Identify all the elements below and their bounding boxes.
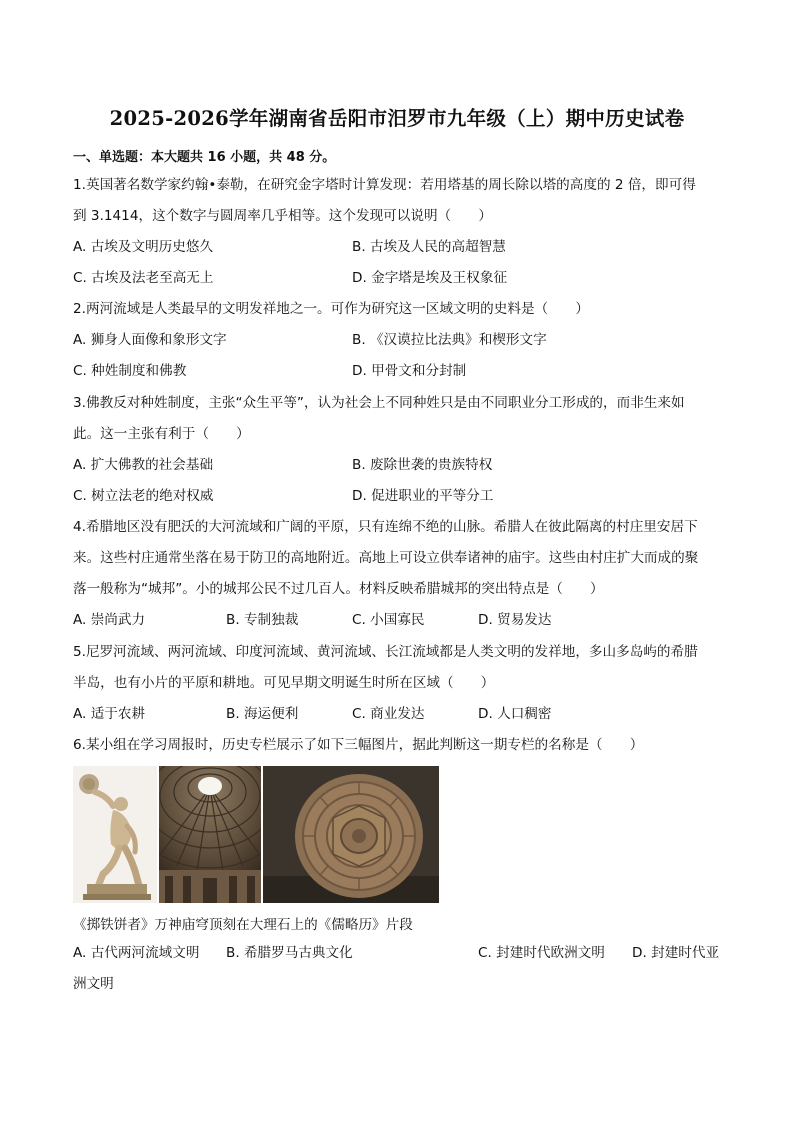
q3-stem-line1: 3.佛教反对种姓制度，主张“众生平等”，认为社会上不同种姓只是由不同职业分工形成的，而非生来如 xyxy=(73,395,685,411)
q6-option-c: C. 封建时代欧洲文明 xyxy=(478,945,605,961)
pantheon-dome-photo xyxy=(159,766,261,903)
discobolus-statue-photo xyxy=(73,766,157,903)
q3-stem-line2: 此。这一主张有利于（ ） xyxy=(73,426,250,442)
q6-option-a: A. 古代两河流域文明 xyxy=(73,945,200,961)
q5-option-d: D. 人口稠密 xyxy=(478,706,552,722)
q6-option-b: B. 希腊罗马古典文化 xyxy=(226,945,353,961)
q3-option-c: C. 树立法老的绝对权威 xyxy=(73,488,214,504)
q2-option-b: B. 《汉谟拉比法典》和楔形文字 xyxy=(352,332,547,348)
page-title: 2025-2026学年湖南省岳阳市汨罗市九年级（上）期中历史试卷 xyxy=(109,107,685,130)
q2-stem-line1: 2.两河流域是人类最早的文明发祥地之一。可作为研究这一区域文明的史料是（ ） xyxy=(73,301,589,317)
q5-stem-line2: 半岛，也有小片的平原和耕地。可见早期文明诞生时所在区域（ ） xyxy=(73,675,495,691)
q1-stem-line2: 到 3.1414，这个数字与圆周率几乎相等。这个发现可以说明（ ） xyxy=(73,208,492,224)
q4-option-a: A. 崇尚武力 xyxy=(73,612,146,628)
q5-option-b: B. 海运便利 xyxy=(226,706,299,722)
q4-stem-line3: 落一般称为“城邦”。小的城邦公民不过几百人。材料反映希腊城邦的突出特点是（ ） xyxy=(73,581,604,597)
q4-option-b: B. 专制独裁 xyxy=(226,612,299,628)
q3-option-a: A. 扩大佛教的社会基础 xyxy=(73,457,214,473)
q5-option-c: C. 商业发达 xyxy=(352,706,425,722)
stone-calendar-photo xyxy=(263,766,439,903)
q6-figure-caption: 《掷铁饼者》万神庙穹顶刻在大理石上的《儒略历》片段 xyxy=(73,917,413,933)
q2-option-a: A. 狮身人面像和象形文字 xyxy=(73,332,227,348)
q1-option-b: B. 古埃及人民的高超智慧 xyxy=(352,239,506,255)
q2-option-d: D. 甲骨文和分封制 xyxy=(352,363,467,379)
q4-stem-line1: 4.希腊地区没有肥沃的大河流域和广阔的平原，只有连绵不绝的山脉。希腊人在彼此隔离的村庄里安居下 xyxy=(73,519,698,535)
q1-option-c: C. 古埃及法老至高无上 xyxy=(73,270,214,286)
section-heading: 一、单选题：本大题共 16 小题，共 48 分。 xyxy=(73,150,336,165)
q1-option-a: A. 古埃及文明历史悠久 xyxy=(73,239,214,255)
q3-option-d: D. 促进职业的平等分工 xyxy=(352,488,494,504)
q6-option-d: D. 封建时代亚 xyxy=(632,945,720,961)
q5-option-a: A. 适于农耕 xyxy=(73,706,146,722)
q6-stem-line1: 6.某小组在学习周报时，历史专栏展示了如下三幅图片，据此判断这一期专栏的名称是（ ） xyxy=(73,737,644,753)
q5-stem-line1: 5.尼罗河流域、两河流域、印度河流域、黄河流域、长江流域都是人类文明的发祥地，多山多岛屿的希腊 xyxy=(73,644,698,660)
q3-option-b: B. 废除世袭的贵族特权 xyxy=(352,457,493,473)
q6-option-d-continued: 洲文明 xyxy=(73,976,114,992)
q4-option-d: D. 贸易发达 xyxy=(478,612,552,628)
q1-option-d: D. 金字塔是埃及王权象征 xyxy=(352,270,508,286)
q2-option-c: C. 种姓制度和佛教 xyxy=(73,363,187,379)
q4-option-c: C. 小国寡民 xyxy=(352,612,425,628)
q4-stem-line2: 来。这些村庄通常坐落在易于防卫的高地附近。高地上可设立供奉诸神的庙宇。这些由村庄扩大而成的聚 xyxy=(73,550,699,566)
q1-stem-line1: 1.英国著名数学家约翰•泰勒，在研究金字塔时计算发现：若用塔基的周长除以塔的高度的 2 倍，即可得 xyxy=(73,177,696,193)
